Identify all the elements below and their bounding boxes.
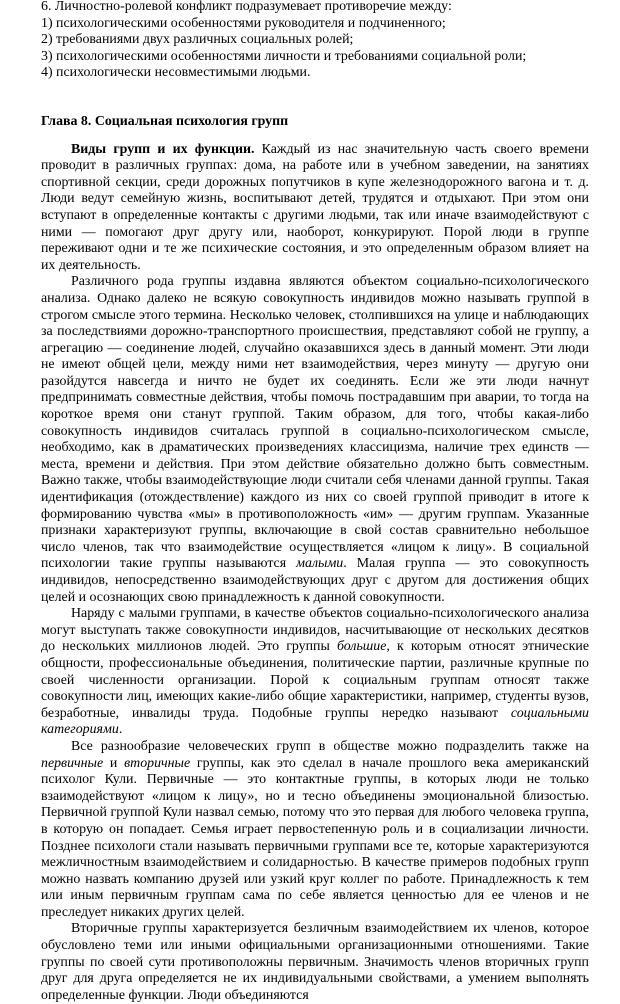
paragraph-text: Наряду с малыми группами, в качестве объектов социально-психологического анализа могут выступать также совокупности индивидов, насчитывающие от нескольких десятков до нескольких миллионов людей. Это группы (41, 606, 589, 655)
paragraph-primary-groups (41, 739, 589, 922)
quiz-question-block (41, 0, 589, 82)
paragraph-small-groups (41, 274, 589, 606)
paragraph-text-and: и (103, 755, 125, 771)
paragraph-text: Каждый из нас значительную часть своего времени проводит в различных группах: дома, на работе или в учебном заведении, на занятиях спортивной секции, среди дорожных попутчиков в купе железнодорожного вагона и т. д. Люди ведут семейную жизнь, воспитывают детей, трудятся и отдыхают. При этом они вступают в определенные контакты с другими людьми, так или иначе взаимодействуют с ними — помогают друг другу или, наоборот, конкурируют. Порой люди в группе переживают одни и те же психические состояния, и это определенным образом влияет на их деятельность. (41, 141, 589, 273)
paragraph-text-tail: . Малая группа — это совокупность индивидов, непосредственно взаимодействующих друг с другом для достижения общих целей и осознающих свою принадлежность к данной совокупности. (41, 556, 589, 605)
paragraph-large-groups (41, 606, 589, 739)
emphasis-term-small: малыми (296, 556, 344, 572)
emphasis-term-secondary: вторичные (124, 755, 191, 771)
chapter-title: Глава 8. Социальная психология групп (41, 113, 289, 129)
document-page (41, 0, 589, 1004)
paragraph-group-types (41, 142, 589, 275)
quiz-option-3: 3) психологическими особенностями личности и требованиями социальной роли; (41, 48, 527, 64)
quiz-question: 6. Личностно-ролевой конфликт подразумевает противоречие между: (41, 0, 452, 14)
emphasis-term-social-categories: социальными категориями (41, 705, 589, 738)
paragraph-secondary-groups (41, 921, 589, 1004)
paragraph-lead-heading: Виды групп и их функции. (71, 141, 255, 157)
quiz-option-4: 4) психологически несовместимыми людьми. (41, 65, 311, 81)
paragraph-text: Различного рода группы издавна являются объектом социально-психологического анализа. Однако далеко не всякую совокупность индивидов можно называть группой в строгом смысле этого термина. Несколько человек, столпившихся на улице и наблюдающих за последствиями дорожно-транспортного происшествия, представляют собой не группу, а агрегацию — соединение людей, случайно оказавшихся здесь в данный момент. Эти люди не имеют общей цели, между ними нет взаимодействия, через минуту — другую они разойдутся навсегда и ничто не будет их соединять. Если же эти люди начнут предпринимать совместные действия, чтобы помочь пострадавшим при аварии, то тогда на короткое время они станут группой. Таким образом, для того, чтобы какая-либо совокупность индивидов считалась группой в социально-психологическом смысле, необходимо, как в драматических произведениях классицизма, наличие трех единств — места, времени и действия. При этом действие обязательно должно быть совместным. Важно также, чтобы взаимодействующие люди считали себя членами данной группы. Такая идентификация (отождествление) каждого из них со своей группой приводит в итоге к формированию чувства «мы» в противоположность «им» — другим группам. Указанные признаки характеризуют группы, включающие в свой состав сравнительно небольшое число членов, так что взаимодействие осуществляется «лицом к лицу». В социальной психологии такие группы называются (41, 274, 589, 572)
paragraph-text-tail: . (118, 722, 123, 738)
paragraph-text-mid: , к которым относят этнические общности, профессиональные объединения, политические партии, различные крупные по своей численности организации. Порой к социальным группам относят также совокупности лиц, имеющих какие-либо общие характеристики, например, студенты вузов, безработные, инвалиды труда. Подобные группы нередко называют (41, 639, 589, 721)
paragraph-text: Вторичные группы характеризуется безличным взаимодействием их членов, которое обусловлено теми или иными официальными организационными отношениями. Такие группы по своей сути противоположны первичным. Значимость членов вторичных групп друг для друга определяется не их индивидуальными свойствами, а умением выполнять определенные функции. Люди объединяются (41, 921, 589, 1003)
paragraph-text-tail: группы, как это сделал в начале прошлого века американский психолог Кули. Первичные — это контактные группы, в которых люди не только взаимодействуют «лицом к лицу», но и тесно объединены эмоциональной близостью. Первичной группой Кули назвал семью, потому что это первая для любого человека группа, в которую он попадает. Семья играет первостепенную роль и в социализации личности. Позднее психологи стали называть первичными группами все те, которые характеризуются межличностным взаимодействием и солидарностью. В качестве примеров подобных групп можно назвать компанию друзей или узкий круг коллег по работе. Принадлежность к тем или иным первичным группам сама по себе является ценностью для ее членов и не преследует никаких других целей. (41, 755, 589, 920)
quiz-option-2: 2) требованиями двух различных социальных ролей; (41, 32, 354, 48)
emphasis-term-primary: первичные (41, 755, 104, 771)
emphasis-term-large: большие (336, 639, 387, 655)
quiz-option-1: 1) психологическими особенностями руководителя и подчиненного; (41, 15, 446, 31)
paragraph-text: Все разнообразие человеческих групп в обществе можно подразделить также на (71, 738, 589, 754)
